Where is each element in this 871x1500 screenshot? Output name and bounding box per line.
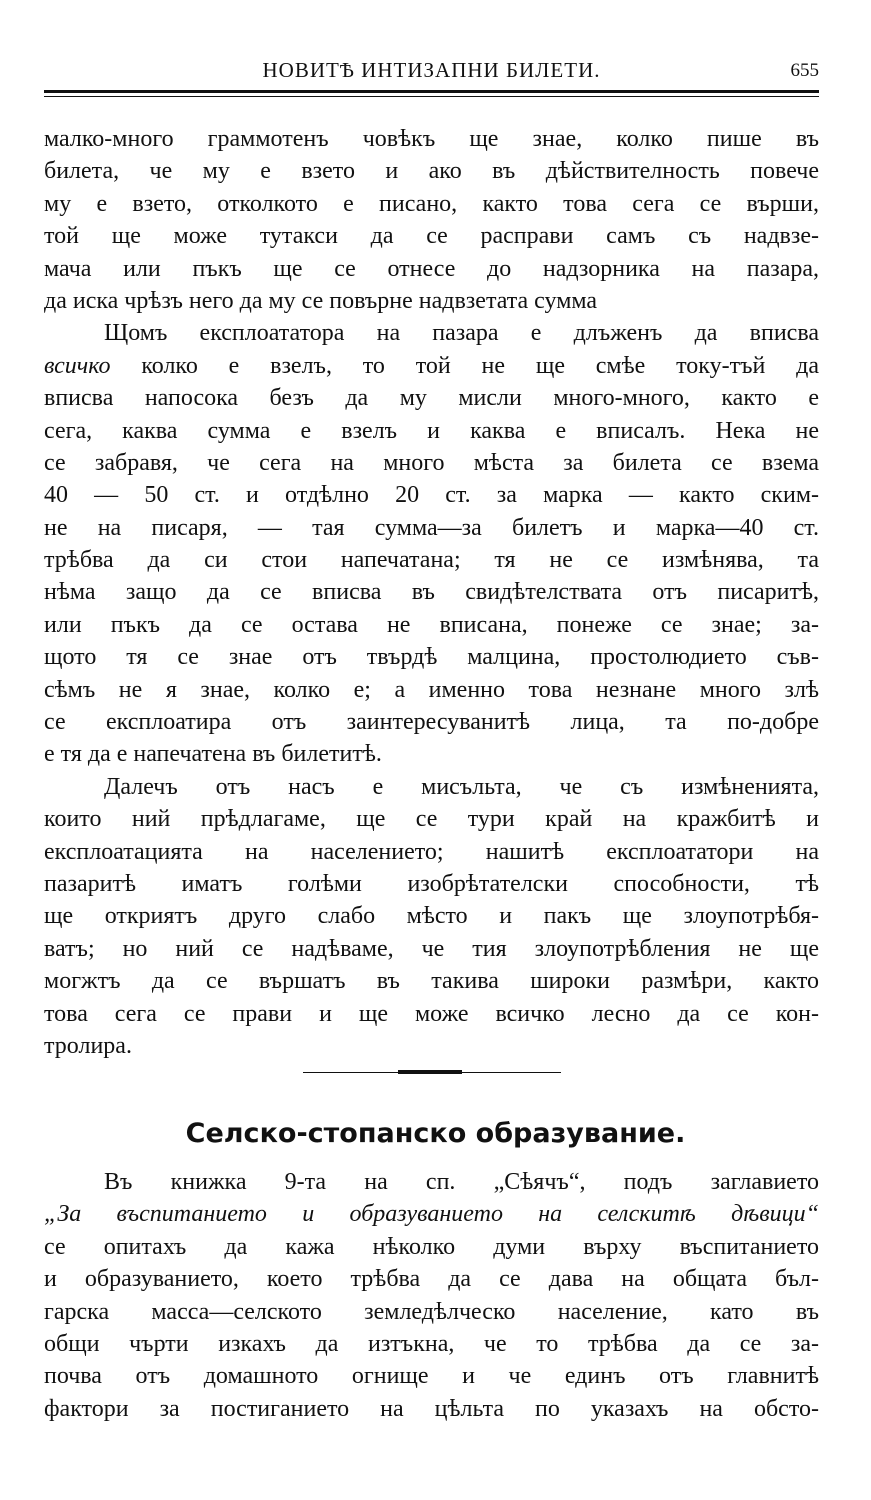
text-line: могжтъ да се вършатъ въ такива широки размѣри, както xyxy=(44,968,819,995)
text-line: вписва напосока безъ да му мисли много-много, както е xyxy=(44,385,819,412)
text-line: гарска масса—селското земледѣлческо население, като въ xyxy=(44,1298,819,1325)
text-line: се забравя, че сега на много мѣста за билета се взема xyxy=(44,449,819,476)
text-line: Щомъ експлоататора на пазара е длъженъ да вписва xyxy=(104,320,819,347)
text-line: и образуванието, което трѣбва да се дава на общата бъл- xyxy=(44,1266,819,1293)
text-line: това сега се прави и ще може всичко лесно да се кон- xyxy=(44,1000,819,1027)
text-line: ще откриятъ друго слабо мѣсто и пакъ ще злоупотрѣбя- xyxy=(44,903,819,930)
text-line: малко-много граммотенъ човѣкъ ще знае, колко пише въ xyxy=(44,126,819,152)
section-divider-center xyxy=(398,1070,462,1074)
text-line: Въ книжка 9-та на сп. „Сѣячъ“, подъ заглавието xyxy=(104,1169,819,1195)
page-number: 655 xyxy=(790,60,819,81)
text-line: „За въспитанието и образуванието на селскитѣ дѣвици“ xyxy=(44,1201,819,1228)
section-heading: Селско-стопанско образувание. xyxy=(185,1118,686,1149)
text-line: не на писаря, — тая сумма—за билетъ и марка—40 ст. xyxy=(44,514,819,541)
text-line: почва отъ домашното огнище и че единъ отъ главнитѣ xyxy=(44,1363,819,1390)
text-line: да иска чрѣзъ него да му се повърне надвзетата сумма xyxy=(44,287,598,314)
text-line: се експлоатира отъ заинтересуванитѣ лица, та по-добре xyxy=(44,709,819,736)
text-line: пазаритѣ иматъ голѣми изобрѣтателски способности, тѣ xyxy=(44,870,819,897)
text-line: сега, каква сумма е взелъ и каква е вписалъ. Нека не xyxy=(44,417,819,444)
text-line: фактори за постиганието на цѣльта по указахъ на обсто- xyxy=(44,1395,819,1422)
text-line: експлоатацията на населението; нашитѣ експлоататори на xyxy=(44,838,819,865)
text-line: нѣма защо да се вписва въ свидѣтелствата отъ писаритѣ, xyxy=(44,579,819,606)
header-rule-thin xyxy=(44,96,819,97)
text-line: сѣмъ не я знае, колко е; а именно това незнане много злѣ xyxy=(44,676,819,703)
text-line: му е взето, отколкото е писано, както това сега се върши, xyxy=(44,190,819,217)
text-line: които ний прѣдлагаме, ще се тури край на кражбитѣ и xyxy=(44,806,819,833)
header-rule-thick xyxy=(44,90,819,93)
emphasis-word: всичко xyxy=(44,352,111,379)
text-line: мача или пъкъ ще се отнесе до надзорника на пазара, xyxy=(44,255,819,282)
running-title: НОВИТѢ ИНТИЗАПНИ БИЛЕТИ. xyxy=(262,58,601,82)
text-line: ватъ; но ний се надѣваме, че тия злоупотрѣбления не ще xyxy=(44,935,819,962)
text-line: е тя да е напечатена въ билетитѣ. xyxy=(44,741,382,768)
text-line: общи чърти изкахъ да изтъкна, че то трѣбва да се за- xyxy=(44,1330,819,1357)
text-line: или пъкъ да се остава не вписана, понеже се знае; за- xyxy=(44,611,819,638)
text-line: той ще може тутакси да се расправи самъ съ надвзе- xyxy=(44,223,819,250)
text-line: се опитахъ да кажа нѣколко думи върху въспитанието xyxy=(44,1233,819,1260)
text-line: щото тя се знае отъ твърдѣ малцина, простолюдието съв- xyxy=(44,644,819,671)
text-line: тролира. xyxy=(44,1032,132,1059)
text-line xyxy=(44,350,819,382)
text-run: колко е взелъ, то той не ще смѣе току-тъй да xyxy=(110,352,819,379)
section-body xyxy=(44,1166,819,1425)
text-line: Далечъ отъ насъ е мисъльта, че съ измѣненията, xyxy=(104,773,819,800)
text-line: билета, че му е взето и ако въ дѣйствителность повече xyxy=(44,158,819,185)
running-head xyxy=(44,58,819,88)
article-body xyxy=(44,123,819,1062)
text-line: 40 — 50 ст. и отдѣлно 20 ст. за марка — както ским- xyxy=(44,482,819,509)
text-line: трѣбва да си стои напечатана; тя не се измѣнява, та xyxy=(44,547,819,574)
